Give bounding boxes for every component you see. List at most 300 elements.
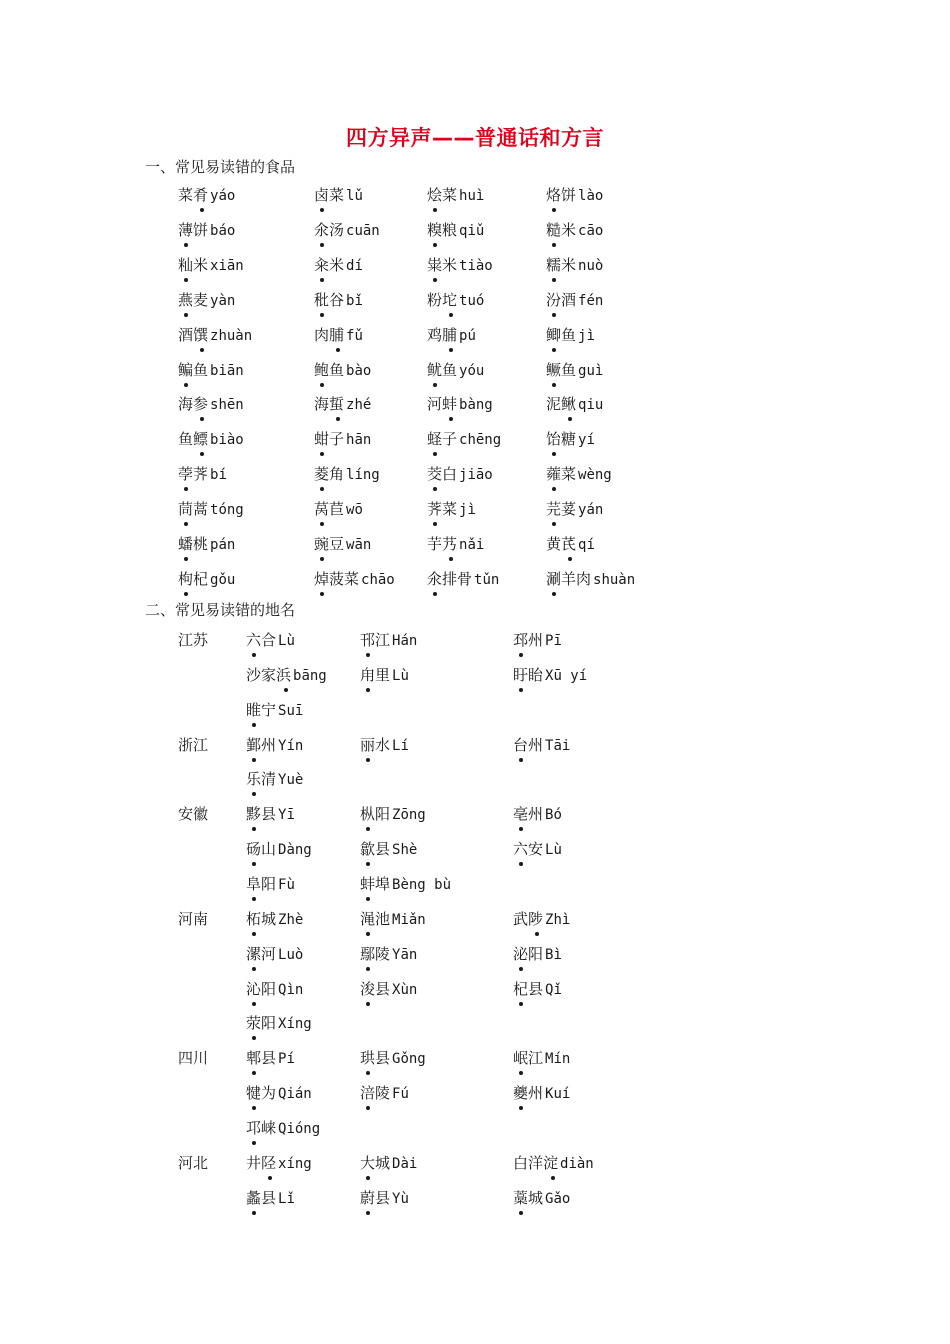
word: 荠菜 <box>427 500 457 518</box>
word: 枸杞 <box>178 570 208 588</box>
food-item <box>314 360 371 381</box>
place-item <box>360 735 409 756</box>
emphasis-dot <box>366 1211 370 1215</box>
emphasis-dot <box>433 208 437 212</box>
emphasis-dot <box>184 313 188 317</box>
pinyin: qiu <box>578 397 604 413</box>
word: 鱼鳔 <box>178 430 208 448</box>
word: 砀山 <box>246 840 276 858</box>
emphasis-dot <box>519 967 523 971</box>
emphasis-dot <box>433 278 437 282</box>
pinyin: Yuè <box>278 772 304 788</box>
word: 大城 <box>360 1154 390 1172</box>
emphasis-dot <box>366 1176 370 1180</box>
pinyin: Miǎn <box>392 912 426 928</box>
place-item <box>360 1083 409 1104</box>
pinyin: Zhì <box>545 912 571 928</box>
pinyin: zhuàn <box>210 328 253 344</box>
place-item <box>246 909 303 930</box>
place-item <box>246 1083 312 1104</box>
emphasis-dot <box>252 1071 256 1075</box>
pinyin: báo <box>210 223 236 239</box>
food-item <box>546 185 603 206</box>
place-item <box>246 1153 312 1174</box>
word: 漯河 <box>246 945 276 963</box>
word: 糙米 <box>546 221 576 239</box>
pinyin: qí <box>578 537 595 553</box>
word: 黄芪 <box>546 535 576 553</box>
word: 丽水 <box>360 736 390 754</box>
food-item <box>427 185 484 206</box>
emphasis-dot <box>200 452 204 456</box>
food-item <box>546 394 603 415</box>
emphasis-dot <box>320 208 324 212</box>
pinyin: nuò <box>578 258 604 274</box>
food-item <box>314 534 371 555</box>
emphasis-dot <box>366 862 370 866</box>
word: 烩菜 <box>427 186 457 204</box>
province-label: 安徽 <box>178 805 209 823</box>
word: 蟠桃 <box>178 535 208 553</box>
word: 秕谷 <box>314 291 344 309</box>
food-item <box>314 325 363 346</box>
pinyin: guì <box>578 363 604 379</box>
pinyin: Lù <box>392 668 409 684</box>
food-item <box>427 290 484 311</box>
word: 粜米 <box>427 256 457 274</box>
word: 燕麦 <box>178 291 208 309</box>
place-item <box>246 1188 295 1209</box>
emphasis-dot <box>200 208 204 212</box>
word: 柘城 <box>246 910 276 928</box>
pinyin: Kuí <box>545 1086 571 1102</box>
food-item <box>427 464 493 485</box>
emphasis-dot <box>568 417 572 421</box>
pinyin: Zhè <box>278 912 304 928</box>
pinyin: Bì <box>545 947 562 963</box>
pinyin: lǔ <box>346 188 363 204</box>
word: 黟县 <box>246 805 276 823</box>
food-item <box>314 220 380 241</box>
pinyin: Shè <box>392 842 418 858</box>
word: 沙家浜 <box>246 666 291 684</box>
emphasis-dot <box>336 348 340 352</box>
pinyin: Mín <box>545 1051 571 1067</box>
word: 氽排骨 <box>427 570 472 588</box>
pinyin: bàng <box>459 397 493 413</box>
pinyin: Dài <box>392 1156 418 1172</box>
word: 渑池 <box>360 910 390 928</box>
pinyin: bào <box>346 363 372 379</box>
food-item <box>427 499 476 520</box>
place-item <box>246 1118 320 1139</box>
food-item <box>314 255 363 276</box>
pinyin: yóu <box>459 363 485 379</box>
word: 粉坨 <box>427 291 457 309</box>
emphasis-dot <box>519 1106 523 1110</box>
place-item <box>513 1188 570 1209</box>
pinyin: tiào <box>459 258 493 274</box>
emphasis-dot <box>449 348 453 352</box>
word: 珙县 <box>360 1049 390 1067</box>
pinyin: wō <box>346 502 363 518</box>
food-item <box>178 534 235 555</box>
word: 岷江 <box>513 1049 543 1067</box>
emphasis-dot <box>519 1002 523 1006</box>
pinyin: dí <box>346 258 363 274</box>
word: 糗粮 <box>427 221 457 239</box>
place-item <box>360 1153 417 1174</box>
pinyin: bǐ <box>346 293 363 309</box>
food-item <box>178 394 244 415</box>
food-item <box>546 499 603 520</box>
emphasis-dot <box>519 827 523 831</box>
word: 六合 <box>246 631 276 649</box>
pinyin: biān <box>210 363 244 379</box>
emphasis-dot <box>366 827 370 831</box>
word: 籴米 <box>314 256 344 274</box>
emphasis-dot <box>552 522 556 526</box>
word: 台州 <box>513 736 543 754</box>
word: 河蚌 <box>427 395 457 413</box>
food-item <box>427 394 493 415</box>
pinyin: zhé <box>346 397 372 413</box>
place-item <box>246 839 312 860</box>
word: 饴糖 <box>546 430 576 448</box>
emphasis-dot <box>252 1141 256 1145</box>
pinyin: Fú <box>392 1086 409 1102</box>
word: 蚶子 <box>314 430 344 448</box>
pinyin: Lù <box>545 842 562 858</box>
emphasis-dot <box>433 243 437 247</box>
emphasis-dot <box>252 967 256 971</box>
pinyin: tuó <box>459 293 485 309</box>
word: 涮羊肉 <box>546 570 591 588</box>
pinyin: Luò <box>278 947 304 963</box>
food-item <box>546 290 603 311</box>
place-item <box>513 909 570 930</box>
word: 武陟 <box>513 910 543 928</box>
emphasis-dot <box>552 348 556 352</box>
pinyin: pú <box>459 328 476 344</box>
word: 蚌埠 <box>360 875 390 893</box>
pinyin: Yù <box>392 1191 409 1207</box>
word: 沁阳 <box>246 980 276 998</box>
emphasis-dot <box>366 1071 370 1075</box>
place-item <box>360 665 409 686</box>
emphasis-dot <box>366 688 370 692</box>
word: 藁城 <box>513 1189 543 1207</box>
word: 阜阳 <box>246 875 276 893</box>
pinyin: wān <box>346 537 372 553</box>
pinyin: Dàng <box>278 842 312 858</box>
pinyin: shuàn <box>593 572 636 588</box>
place-item <box>513 1153 594 1174</box>
pinyin: cāo <box>578 223 604 239</box>
place-item <box>513 735 570 756</box>
emphasis-dot <box>336 417 340 421</box>
emphasis-dot <box>433 452 437 456</box>
emphasis-dot <box>535 932 539 936</box>
pinyin: Pī <box>545 633 562 649</box>
page-title: 四方异声——普通话和方言 <box>346 126 604 150</box>
emphasis-dot <box>252 723 256 727</box>
place-item <box>513 944 562 965</box>
pinyin: fǔ <box>346 328 363 344</box>
emphasis-dot <box>184 278 188 282</box>
pinyin: biào <box>210 432 244 448</box>
place-item <box>360 804 426 825</box>
pinyin: cuān <box>346 223 380 239</box>
emphasis-dot <box>184 487 188 491</box>
emphasis-dot <box>449 313 453 317</box>
emphasis-dot <box>519 862 523 866</box>
emphasis-dot <box>320 487 324 491</box>
province-label: 四川 <box>178 1049 209 1067</box>
pinyin: Gǒng <box>392 1051 426 1067</box>
pinyin: fén <box>578 293 604 309</box>
emphasis-dot <box>184 243 188 247</box>
word: 歙县 <box>360 840 390 858</box>
emphasis-dot <box>184 592 188 596</box>
emphasis-dot <box>433 592 437 596</box>
pinyin: Lù <box>278 633 295 649</box>
emphasis-dot <box>366 1106 370 1110</box>
emphasis-dot <box>519 688 523 692</box>
food-item <box>546 360 603 381</box>
word: 鳜鱼 <box>546 361 576 379</box>
word: 卤菜 <box>314 186 344 204</box>
pinyin: tóng <box>210 502 244 518</box>
pinyin: Gǎo <box>545 1191 571 1207</box>
word: 汾酒 <box>546 291 576 309</box>
place-item <box>513 1048 570 1069</box>
place-item <box>246 700 303 721</box>
emphasis-dot <box>252 1211 256 1215</box>
word: 薄饼 <box>178 221 208 239</box>
place-item <box>360 1188 409 1209</box>
emphasis-dot <box>519 758 523 762</box>
pinyin: Bèng bù <box>392 877 452 893</box>
emphasis-dot <box>366 758 370 762</box>
pinyin: chēng <box>459 432 502 448</box>
word: 鱿鱼 <box>427 361 457 379</box>
food-item <box>427 534 484 555</box>
emphasis-dot <box>568 557 572 561</box>
pinyin: bāng <box>293 668 327 684</box>
pinyin: xíng <box>278 1156 312 1172</box>
emphasis-dot <box>449 557 453 561</box>
emphasis-dot <box>552 208 556 212</box>
food-item <box>178 185 235 206</box>
emphasis-dot <box>184 522 188 526</box>
place-item <box>513 979 562 1000</box>
pinyin: yáo <box>210 188 236 204</box>
word: 鲫鱼 <box>546 326 576 344</box>
emphasis-dot <box>252 897 256 901</box>
pinyin: Yī <box>278 807 295 823</box>
emphasis-dot <box>552 243 556 247</box>
pinyin: yán <box>578 502 604 518</box>
emphasis-dot <box>433 383 437 387</box>
place-item <box>360 979 417 1000</box>
food-item <box>546 220 603 241</box>
word: 鲍鱼 <box>314 361 344 379</box>
word: 焯菠菜 <box>314 570 359 588</box>
emphasis-dot <box>366 967 370 971</box>
pinyin: Tāi <box>545 738 571 754</box>
word: 豌豆 <box>314 535 344 553</box>
food-item <box>178 325 252 346</box>
place-item <box>246 944 303 965</box>
food-item <box>178 464 227 485</box>
pinyin: Xū yí <box>545 668 588 684</box>
emphasis-dot <box>519 653 523 657</box>
food-item <box>546 255 603 276</box>
food-item <box>314 499 363 520</box>
emphasis-dot <box>252 1036 256 1040</box>
section-heading-food: 一、常见易读错的食品 <box>145 158 296 176</box>
pinyin: Lǐ <box>278 1191 295 1207</box>
emphasis-dot <box>320 383 324 387</box>
emphasis-dot <box>252 862 256 866</box>
pinyin: Hán <box>392 633 418 649</box>
food-item <box>427 220 484 241</box>
place-item <box>246 735 303 756</box>
food-item <box>314 394 371 415</box>
emphasis-dot <box>320 278 324 282</box>
word: 肉脯 <box>314 326 344 344</box>
food-item <box>546 429 595 450</box>
word: 鳊鱼 <box>178 361 208 379</box>
word: 睢宁 <box>246 701 276 719</box>
pinyin: diàn <box>560 1156 594 1172</box>
food-item <box>546 534 595 555</box>
place-item <box>513 630 562 651</box>
pinyin: Zōng <box>392 807 426 823</box>
food-item <box>546 464 612 485</box>
pinyin: shēn <box>210 397 244 413</box>
pinyin: Qián <box>278 1086 312 1102</box>
food-item <box>178 220 235 241</box>
word: 籼米 <box>178 256 208 274</box>
word: 芫荽 <box>546 500 576 518</box>
pinyin: jì <box>578 328 595 344</box>
emphasis-dot <box>252 1002 256 1006</box>
word: 烙饼 <box>546 186 576 204</box>
word: 涪陵 <box>360 1084 390 1102</box>
emphasis-dot <box>252 792 256 796</box>
emphasis-dot <box>252 1106 256 1110</box>
place-item <box>246 1048 295 1069</box>
word: 浚县 <box>360 980 390 998</box>
emphasis-dot <box>552 592 556 596</box>
food-item <box>427 569 499 590</box>
food-item <box>546 569 635 590</box>
emphasis-dot <box>320 243 324 247</box>
word: 糯米 <box>546 256 576 274</box>
pinyin: Xùn <box>392 982 418 998</box>
emphasis-dot <box>552 383 556 387</box>
emphasis-dot <box>252 827 256 831</box>
word: 菜肴 <box>178 186 208 204</box>
word: 犍为 <box>246 1084 276 1102</box>
place-item <box>246 630 295 651</box>
place-item <box>246 1013 312 1034</box>
food-item <box>178 255 244 276</box>
food-item <box>427 360 484 381</box>
pinyin: Qióng <box>278 1121 321 1137</box>
word: 甪里 <box>360 666 390 684</box>
pinyin: nǎi <box>459 537 485 553</box>
place-item <box>360 630 417 651</box>
pinyin: Fù <box>278 877 295 893</box>
food-item <box>546 325 595 346</box>
emphasis-dot <box>519 1071 523 1075</box>
word: 茼蒿 <box>178 500 208 518</box>
emphasis-dot <box>252 758 256 762</box>
place-item <box>513 665 587 686</box>
food-item <box>314 464 380 485</box>
pinyin: hān <box>346 432 372 448</box>
food-item <box>314 429 371 450</box>
emphasis-dot <box>284 688 288 692</box>
emphasis-dot <box>366 897 370 901</box>
word: 邛崃 <box>246 1119 276 1137</box>
emphasis-dot <box>552 487 556 491</box>
word: 亳州 <box>513 805 543 823</box>
emphasis-dot <box>449 417 453 421</box>
emphasis-dot <box>552 278 556 282</box>
word: 蔚县 <box>360 1189 390 1207</box>
word: 井陉 <box>246 1154 276 1172</box>
pinyin: xiān <box>210 258 244 274</box>
place-item <box>246 804 295 825</box>
food-item <box>178 499 244 520</box>
pinyin: jiāo <box>459 467 493 483</box>
word: 邳州 <box>513 631 543 649</box>
pinyin: jì <box>459 502 476 518</box>
place-item <box>360 1048 426 1069</box>
emphasis-dot <box>320 557 324 561</box>
word: 鄢陵 <box>360 945 390 963</box>
word: 乐清 <box>246 770 276 788</box>
pinyin: Lí <box>392 738 409 754</box>
pinyin: yí <box>578 432 595 448</box>
word: 荥阳 <box>246 1014 276 1032</box>
place-item <box>360 874 451 895</box>
word: 夔州 <box>513 1084 543 1102</box>
word: 菱角 <box>314 465 344 483</box>
food-item <box>427 325 476 346</box>
emphasis-dot <box>551 1176 555 1180</box>
emphasis-dot <box>200 348 204 352</box>
word: 鄞州 <box>246 736 276 754</box>
place-item <box>513 839 562 860</box>
pinyin: lào <box>578 188 604 204</box>
place-item <box>360 909 426 930</box>
pinyin: Bó <box>545 807 562 823</box>
word: 泥鳅 <box>546 395 576 413</box>
word: 茭白 <box>427 465 457 483</box>
word: 荸荠 <box>178 465 208 483</box>
pinyin: Pí <box>278 1051 295 1067</box>
word: 白洋淀 <box>513 1154 558 1172</box>
pinyin: huì <box>459 188 485 204</box>
pinyin: chāo <box>361 572 395 588</box>
place-item <box>246 769 303 790</box>
word: 枞阳 <box>360 805 390 823</box>
